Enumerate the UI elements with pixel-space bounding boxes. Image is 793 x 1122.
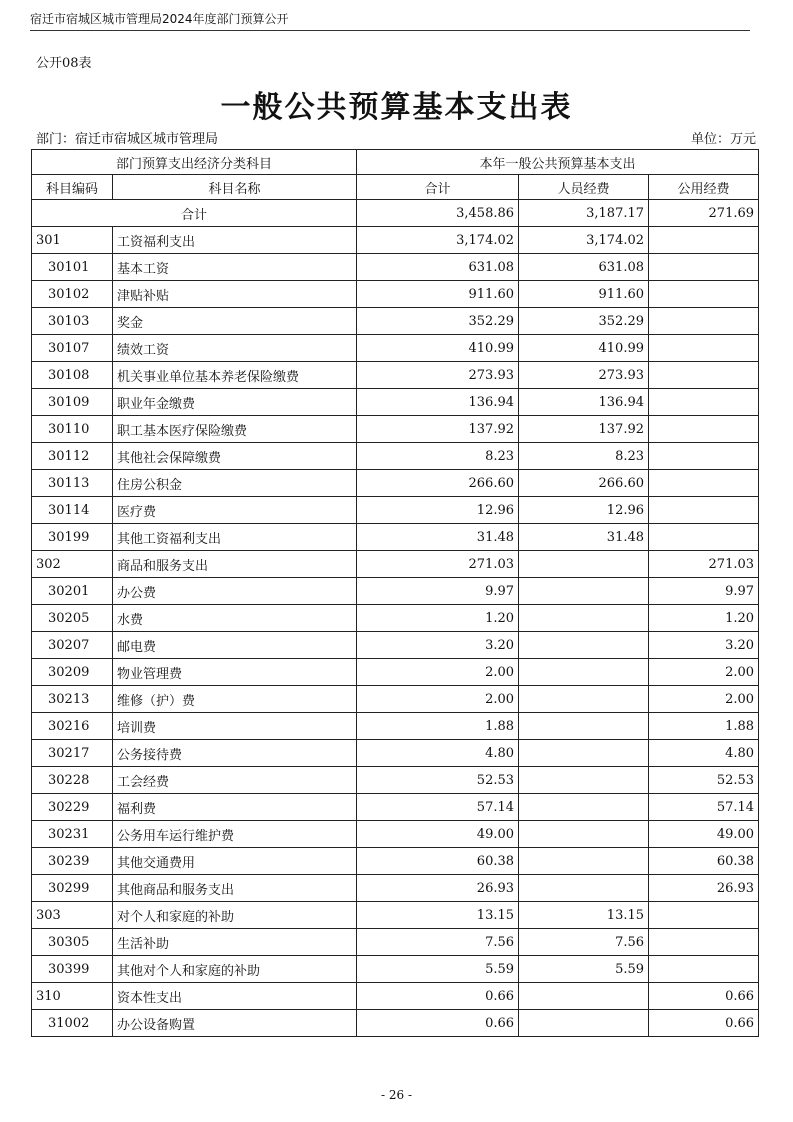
row-personnel: 631.08 <box>519 254 649 281</box>
row-code: 30213 <box>32 686 113 713</box>
row-personnel: 5.59 <box>519 956 649 983</box>
row-public: 271.03 <box>649 551 759 578</box>
table-meta <box>36 128 756 147</box>
header-row-columns <box>32 175 759 200</box>
row-personnel: 13.15 <box>519 902 649 929</box>
table-row <box>32 281 759 308</box>
table-code: 公开08表 <box>36 56 92 71</box>
row-code: 302 <box>32 551 113 578</box>
document-header: 宿迁市宿城区城市管理局2024年度部门预算公开 <box>30 10 750 31</box>
row-code: 30231 <box>32 821 113 848</box>
row-name: 其他工资福利支出 <box>113 524 357 551</box>
row-total: 352.29 <box>357 308 519 335</box>
header-row-group <box>32 150 759 175</box>
row-total: 0.66 <box>357 983 519 1010</box>
row-personnel: 911.60 <box>519 281 649 308</box>
row-personnel: 7.56 <box>519 929 649 956</box>
row-personnel <box>519 551 649 578</box>
row-public <box>649 227 759 254</box>
row-personnel <box>519 1010 649 1037</box>
row-public <box>649 470 759 497</box>
budget-table <box>31 149 759 1037</box>
row-public: 57.14 <box>649 794 759 821</box>
row-name: 办公设备购置 <box>113 1010 357 1037</box>
row-name: 基本工资 <box>113 254 357 281</box>
header-total: 合计 <box>357 175 519 200</box>
row-personnel: 352.29 <box>519 308 649 335</box>
row-code: 30110 <box>32 416 113 443</box>
row-total: 2.00 <box>357 686 519 713</box>
row-personnel: 266.60 <box>519 470 649 497</box>
table-row <box>32 389 759 416</box>
row-public: 9.97 <box>649 578 759 605</box>
row-public <box>649 308 759 335</box>
table-row <box>32 659 759 686</box>
row-personnel <box>519 686 649 713</box>
table-row <box>32 470 759 497</box>
row-code: 30101 <box>32 254 113 281</box>
table-row <box>32 416 759 443</box>
row-name: 职工基本医疗保险缴费 <box>113 416 357 443</box>
table-row <box>32 875 759 902</box>
header-personnel: 人员经费 <box>519 175 649 200</box>
row-total: 9.97 <box>357 578 519 605</box>
row-total: 13.15 <box>357 902 519 929</box>
row-code: 30201 <box>32 578 113 605</box>
row-public <box>649 929 759 956</box>
row-personnel <box>519 767 649 794</box>
row-total: 273.93 <box>357 362 519 389</box>
department-label: 部门：宿迁市宿城区城市管理局 <box>36 132 219 147</box>
row-code: 30217 <box>32 740 113 767</box>
row-name: 其他商品和服务支出 <box>113 875 357 902</box>
row-personnel <box>519 821 649 848</box>
header-public: 公用经费 <box>649 175 759 200</box>
header-name: 科目名称 <box>113 175 357 200</box>
row-name: 机关事业单位基本养老保险缴费 <box>113 362 357 389</box>
row-total: 4.80 <box>357 740 519 767</box>
row-total: 49.00 <box>357 821 519 848</box>
row-public <box>649 416 759 443</box>
table-row <box>32 794 759 821</box>
row-public <box>649 443 759 470</box>
table-row <box>32 767 759 794</box>
row-name: 住房公积金 <box>113 470 357 497</box>
row-name: 奖金 <box>113 308 357 335</box>
row-code: 31002 <box>32 1010 113 1037</box>
row-name: 职业年金缴费 <box>113 389 357 416</box>
table-row <box>32 335 759 362</box>
row-total: 271.03 <box>357 551 519 578</box>
row-personnel <box>519 794 649 821</box>
row-code: 30239 <box>32 848 113 875</box>
row-total: 0.66 <box>357 1010 519 1037</box>
row-code: 30102 <box>32 281 113 308</box>
table-row <box>32 929 759 956</box>
row-name: 津贴补贴 <box>113 281 357 308</box>
row-personnel <box>519 659 649 686</box>
row-code: 30209 <box>32 659 113 686</box>
table-row <box>32 605 759 632</box>
row-public <box>649 902 759 929</box>
row-public <box>649 497 759 524</box>
row-public: 0.66 <box>649 983 759 1010</box>
row-total: 266.60 <box>357 470 519 497</box>
table-row <box>32 686 759 713</box>
row-code: 30305 <box>32 929 113 956</box>
row-personnel <box>519 848 649 875</box>
table-row <box>32 227 759 254</box>
row-name: 水费 <box>113 605 357 632</box>
row-public <box>649 362 759 389</box>
row-name: 对个人和家庭的补助 <box>113 902 357 929</box>
table-row <box>32 821 759 848</box>
row-name: 工会经费 <box>113 767 357 794</box>
row-public: 60.38 <box>649 848 759 875</box>
row-name: 福利费 <box>113 794 357 821</box>
row-total: 2.00 <box>357 659 519 686</box>
page-number: - 26 - <box>380 1088 412 1102</box>
unit-label: 单位：万元 <box>690 132 756 147</box>
row-public: 26.93 <box>649 875 759 902</box>
row-name: 绩效工资 <box>113 335 357 362</box>
header-group-left: 部门预算支出经济分类科目 <box>32 150 357 175</box>
row-personnel: 137.92 <box>519 416 649 443</box>
row-name: 培训费 <box>113 713 357 740</box>
table-row <box>32 308 759 335</box>
row-code: 30229 <box>32 794 113 821</box>
row-total: 3.20 <box>357 632 519 659</box>
row-public: 2.00 <box>649 659 759 686</box>
row-personnel <box>519 983 649 1010</box>
row-code: 30108 <box>32 362 113 389</box>
row-name: 维修（护）费 <box>113 686 357 713</box>
table-row <box>32 713 759 740</box>
table-row <box>32 254 759 281</box>
row-name: 办公费 <box>113 578 357 605</box>
row-code: 30107 <box>32 335 113 362</box>
row-public <box>649 254 759 281</box>
row-code: 30207 <box>32 632 113 659</box>
row-total: 5.59 <box>357 956 519 983</box>
table-row <box>32 740 759 767</box>
row-personnel: 8.23 <box>519 443 649 470</box>
row-total: 631.08 <box>357 254 519 281</box>
row-personnel <box>519 605 649 632</box>
row-code: 30112 <box>32 443 113 470</box>
row-public: 52.53 <box>649 767 759 794</box>
row-public: 4.80 <box>649 740 759 767</box>
row-name: 公务接待费 <box>113 740 357 767</box>
row-code: 30113 <box>32 470 113 497</box>
row-code: 301 <box>32 227 113 254</box>
row-total: 1.20 <box>357 605 519 632</box>
row-name: 其他交通费用 <box>113 848 357 875</box>
row-personnel: 3,174.02 <box>519 227 649 254</box>
row-total: 3,174.02 <box>357 227 519 254</box>
row-name: 医疗费 <box>113 497 357 524</box>
row-code: 30109 <box>32 389 113 416</box>
row-public: 2.00 <box>649 686 759 713</box>
row-personnel <box>519 740 649 767</box>
table-row <box>32 902 759 929</box>
row-name: 物业管理费 <box>113 659 357 686</box>
total-row <box>32 200 759 227</box>
row-code: 30199 <box>32 524 113 551</box>
row-public: 1.88 <box>649 713 759 740</box>
row-personnel <box>519 578 649 605</box>
row-name: 生活补助 <box>113 929 357 956</box>
table-row <box>32 524 759 551</box>
row-code: 30216 <box>32 713 113 740</box>
row-total: 26.93 <box>357 875 519 902</box>
table-row <box>32 1010 759 1037</box>
table-row <box>32 956 759 983</box>
row-public: 0.66 <box>649 1010 759 1037</box>
row-code: 30228 <box>32 767 113 794</box>
row-name: 其他社会保障缴费 <box>113 443 357 470</box>
header-group-right: 本年一般公共预算基本支出 <box>357 150 759 175</box>
row-total: 31.48 <box>357 524 519 551</box>
row-total: 911.60 <box>357 281 519 308</box>
total-amount: 3,458.86 <box>357 200 519 227</box>
row-public <box>649 281 759 308</box>
row-total: 410.99 <box>357 335 519 362</box>
table-row <box>32 632 759 659</box>
row-public: 1.20 <box>649 605 759 632</box>
row-name: 资本性支出 <box>113 983 357 1010</box>
table-row <box>32 443 759 470</box>
row-name: 其他对个人和家庭的补助 <box>113 956 357 983</box>
row-code: 30114 <box>32 497 113 524</box>
row-name: 公务用车运行维护费 <box>113 821 357 848</box>
row-public: 49.00 <box>649 821 759 848</box>
row-name: 邮电费 <box>113 632 357 659</box>
row-public <box>649 335 759 362</box>
row-total: 7.56 <box>357 929 519 956</box>
row-code: 310 <box>32 983 113 1010</box>
total-public: 271.69 <box>649 200 759 227</box>
row-total: 52.53 <box>357 767 519 794</box>
row-name: 工资福利支出 <box>113 227 357 254</box>
row-name: 商品和服务支出 <box>113 551 357 578</box>
row-personnel: 136.94 <box>519 389 649 416</box>
row-code: 30103 <box>32 308 113 335</box>
row-code: 30299 <box>32 875 113 902</box>
table-row <box>32 362 759 389</box>
row-public <box>649 956 759 983</box>
row-total: 136.94 <box>357 389 519 416</box>
row-personnel: 31.48 <box>519 524 649 551</box>
row-total: 12.96 <box>357 497 519 524</box>
row-personnel: 12.96 <box>519 497 649 524</box>
table-row <box>32 848 759 875</box>
row-total: 8.23 <box>357 443 519 470</box>
header-code: 科目编码 <box>32 175 113 200</box>
table-row <box>32 983 759 1010</box>
row-total: 57.14 <box>357 794 519 821</box>
row-public: 3.20 <box>649 632 759 659</box>
row-public <box>649 524 759 551</box>
table-row <box>32 497 759 524</box>
row-code: 303 <box>32 902 113 929</box>
row-total: 137.92 <box>357 416 519 443</box>
total-personnel: 3,187.17 <box>519 200 649 227</box>
page-title: 一般公共预算基本支出表 <box>220 90 573 125</box>
table-row <box>32 578 759 605</box>
row-personnel <box>519 713 649 740</box>
row-code: 30399 <box>32 956 113 983</box>
row-personnel <box>519 632 649 659</box>
table-row <box>32 551 759 578</box>
row-personnel: 273.93 <box>519 362 649 389</box>
row-personnel: 410.99 <box>519 335 649 362</box>
row-code: 30205 <box>32 605 113 632</box>
row-personnel <box>519 875 649 902</box>
total-label: 合计 <box>32 200 357 227</box>
row-public <box>649 389 759 416</box>
row-total: 1.88 <box>357 713 519 740</box>
row-total: 60.38 <box>357 848 519 875</box>
